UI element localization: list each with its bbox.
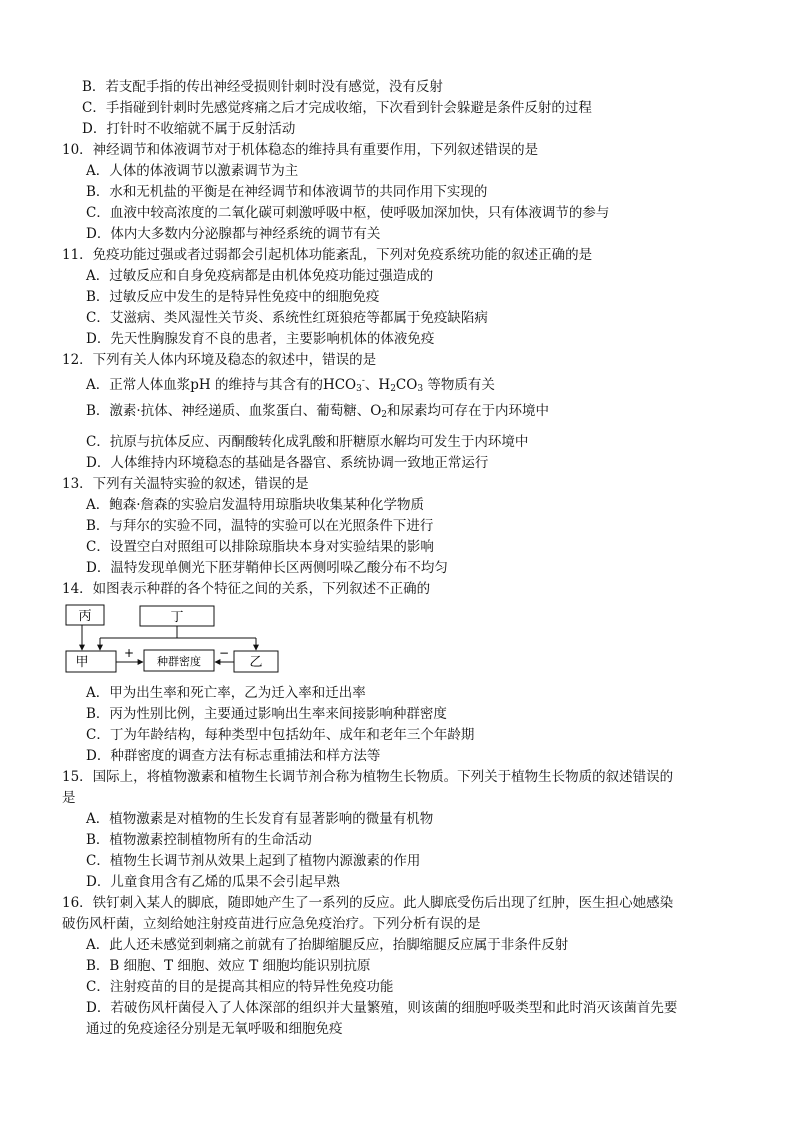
node-yi-label: 乙: [249, 655, 263, 670]
question-11: 11．免疫功能过强或者过弱都会引起机体功能紊乱，下列对免疫系统功能的叙述正确的是: [62, 247, 593, 263]
question-15-continued: 是: [62, 790, 76, 806]
node-jia-label: 甲: [75, 655, 89, 670]
q14-option-c: C．丁为年龄结构，每种类型中包括幼年、成年和老年三个年龄期: [86, 727, 475, 743]
q16-option-a: A．此人还未感觉到刺痛之前就有了抬脚缩腿反应，抬脚缩腿反应属于非条件反射: [86, 937, 569, 953]
q15-option-b: B．植物激素控制植物所有的生命活动: [86, 832, 312, 848]
q13-option-c: C．设置空白对照组可以排除琼脂块本身对实验结果的影响: [86, 539, 434, 555]
q16-option-d-continued: 通过的免疫途径分别是无氧呼吸和细胞免疫: [86, 1021, 343, 1037]
q12a-sub: 3: [356, 384, 362, 394]
q13-option-a: A．鲍森·詹森的实验启发温特用琼脂块收集某种化学物质: [86, 497, 425, 513]
minus-sign: −: [219, 646, 230, 660]
q11-option-d: D．先天性胸腺发育不良的患者，主要影响机体的体液免疫: [86, 331, 435, 347]
node-ding-label: 丁: [170, 610, 184, 625]
node-bing-label: 丙: [78, 609, 92, 624]
q12b-text: B．激素·抗体、神经递质、血浆蛋白、葡萄糖、O: [86, 403, 382, 419]
q12a-text: A．正常人体血浆pH 的维持与其含有的HCO: [86, 377, 357, 393]
q12-option-b: [86, 402, 549, 424]
question-13: 13．下列有关温特实验的叙述，错误的是: [62, 476, 309, 492]
node-jia: [66, 651, 116, 672]
question-15: 15．国际上，将植物激素和植物生长调节剂合称为植物生长物质。下列关于植物生长物质的叙述错误的: [62, 769, 674, 785]
q12a-co: CO: [395, 377, 418, 393]
population-feature-diagram: [60, 602, 282, 676]
q9-option-c: C．手指碰到针刺时先感觉疼痛之后才完成收缩，下次看到针会躲避是条件反射的过程: [82, 100, 592, 116]
q12a-sub3: 3: [417, 384, 424, 394]
question-10: 10．神经调节和体液调节对于机体稳态的维持具有重要作用，下列叙述错误的是: [62, 142, 539, 158]
q10-option-a: A．人体的体液调节以激素调节为主: [86, 163, 299, 179]
q12a-sub2: 2: [390, 384, 396, 394]
q10-option-d: D．体内大多数内分泌腺都与神经系统的调节有关: [86, 226, 381, 242]
q12b-post: 和尿素均可存在于内环境中: [387, 403, 550, 419]
q16-option-c: C．注射疫苗的目的是提高其相应的特异性免疫功能: [86, 979, 394, 995]
q15-option-d: D．儿童食用含有乙烯的瓜果不会引起早熟: [86, 874, 340, 890]
q12a-post: 等物质有关: [423, 377, 495, 393]
q10-option-b: B．水和无机盐的平衡是在神经调节和体液调节的共同作用下实现的: [86, 184, 488, 200]
q15-option-c: C．植物生长调节剂从效果上起到了植物内源激素的作用: [86, 853, 421, 869]
q11-option-a: A．过敏反应和自身免疫病都是由机体免疫功能过强造成的: [86, 268, 434, 284]
q15-option-a: A．植物激素是对植物的生长发育有显著影响的微量有机物: [86, 811, 434, 827]
plus-sign: +: [124, 646, 135, 660]
question-16: 16．铁钉刺入某人的脚底，随即她产生了一系列的反应。此人脚底受伤后出现了红肿，医生担心她感染: [62, 895, 674, 911]
q12b-sub: 2: [381, 410, 388, 420]
q14-option-a: A．甲为出生率和死亡率，乙为迁入率和迁出率: [86, 685, 366, 701]
q12a-sup: -: [361, 376, 365, 386]
q13-option-b: B．与拜尔的实验不同，温特的实验可以在光照条件下进行: [86, 518, 434, 534]
question-16-continued: 破伤风杆菌，立刻给她注射疫苗进行应急免疫治疗。下列分析有误的是: [62, 916, 481, 932]
q12-option-a: [86, 372, 495, 398]
q9-option-b: B．若支配手指的传出神经受损则针刺时没有感觉，没有反射: [82, 79, 443, 95]
q16-option-b: B．B 细胞、T 细胞、效应 T 细胞均能识别抗原: [86, 958, 371, 974]
q12-option-c: C．抗原与抗体反应、丙酮酸转化成乳酸和肝糖原水解均可发生于内环境中: [86, 434, 529, 450]
q14-option-d: D．种群密度的调查方法有标志重捕法和样方法等: [86, 748, 381, 764]
question-14: 14．如图表示种群的各个特征之间的关系，下列叙述不正确的: [62, 581, 431, 597]
q16-option-d: D．若破伤风杆菌侵入了人体深部的组织并大量繁殖，则该菌的细胞呼吸类型和此时消灭该菌首先要: [86, 1000, 678, 1016]
q10-option-c: C．血液中较高浓度的二氧化碳可刺激呼吸中枢，使呼吸加深加快，只有体液调节的参与: [86, 205, 610, 221]
q14-option-b: B．丙为性别比例，主要通过影响出生率来间接影响种群密度: [86, 706, 447, 722]
q13-option-d: D．温特发现单侧光下胚芽鞘伸长区两侧吲哚乙酸分布不均匀: [86, 560, 448, 576]
q9-option-d: D．打针时不收缩就不属于反射活动: [82, 121, 296, 137]
question-12: 12．下列有关人体内环境及稳态的叙述中，错误的是: [62, 352, 377, 368]
q11-option-c: C．艾滋病、类风湿性关节炎、系统性红斑狼疮等都属于免疫缺陷病: [86, 310, 488, 326]
q11-option-b: B．过敏反应中发生的是特异性免疫中的细胞免疫: [86, 289, 380, 305]
node-density-label: 种群密度: [157, 655, 201, 668]
q12-option-d: D．人体维持内环境稳态的基础是各器官、系统协调一致地正常运行: [86, 455, 489, 471]
q12a-mid: 、H: [364, 377, 391, 393]
